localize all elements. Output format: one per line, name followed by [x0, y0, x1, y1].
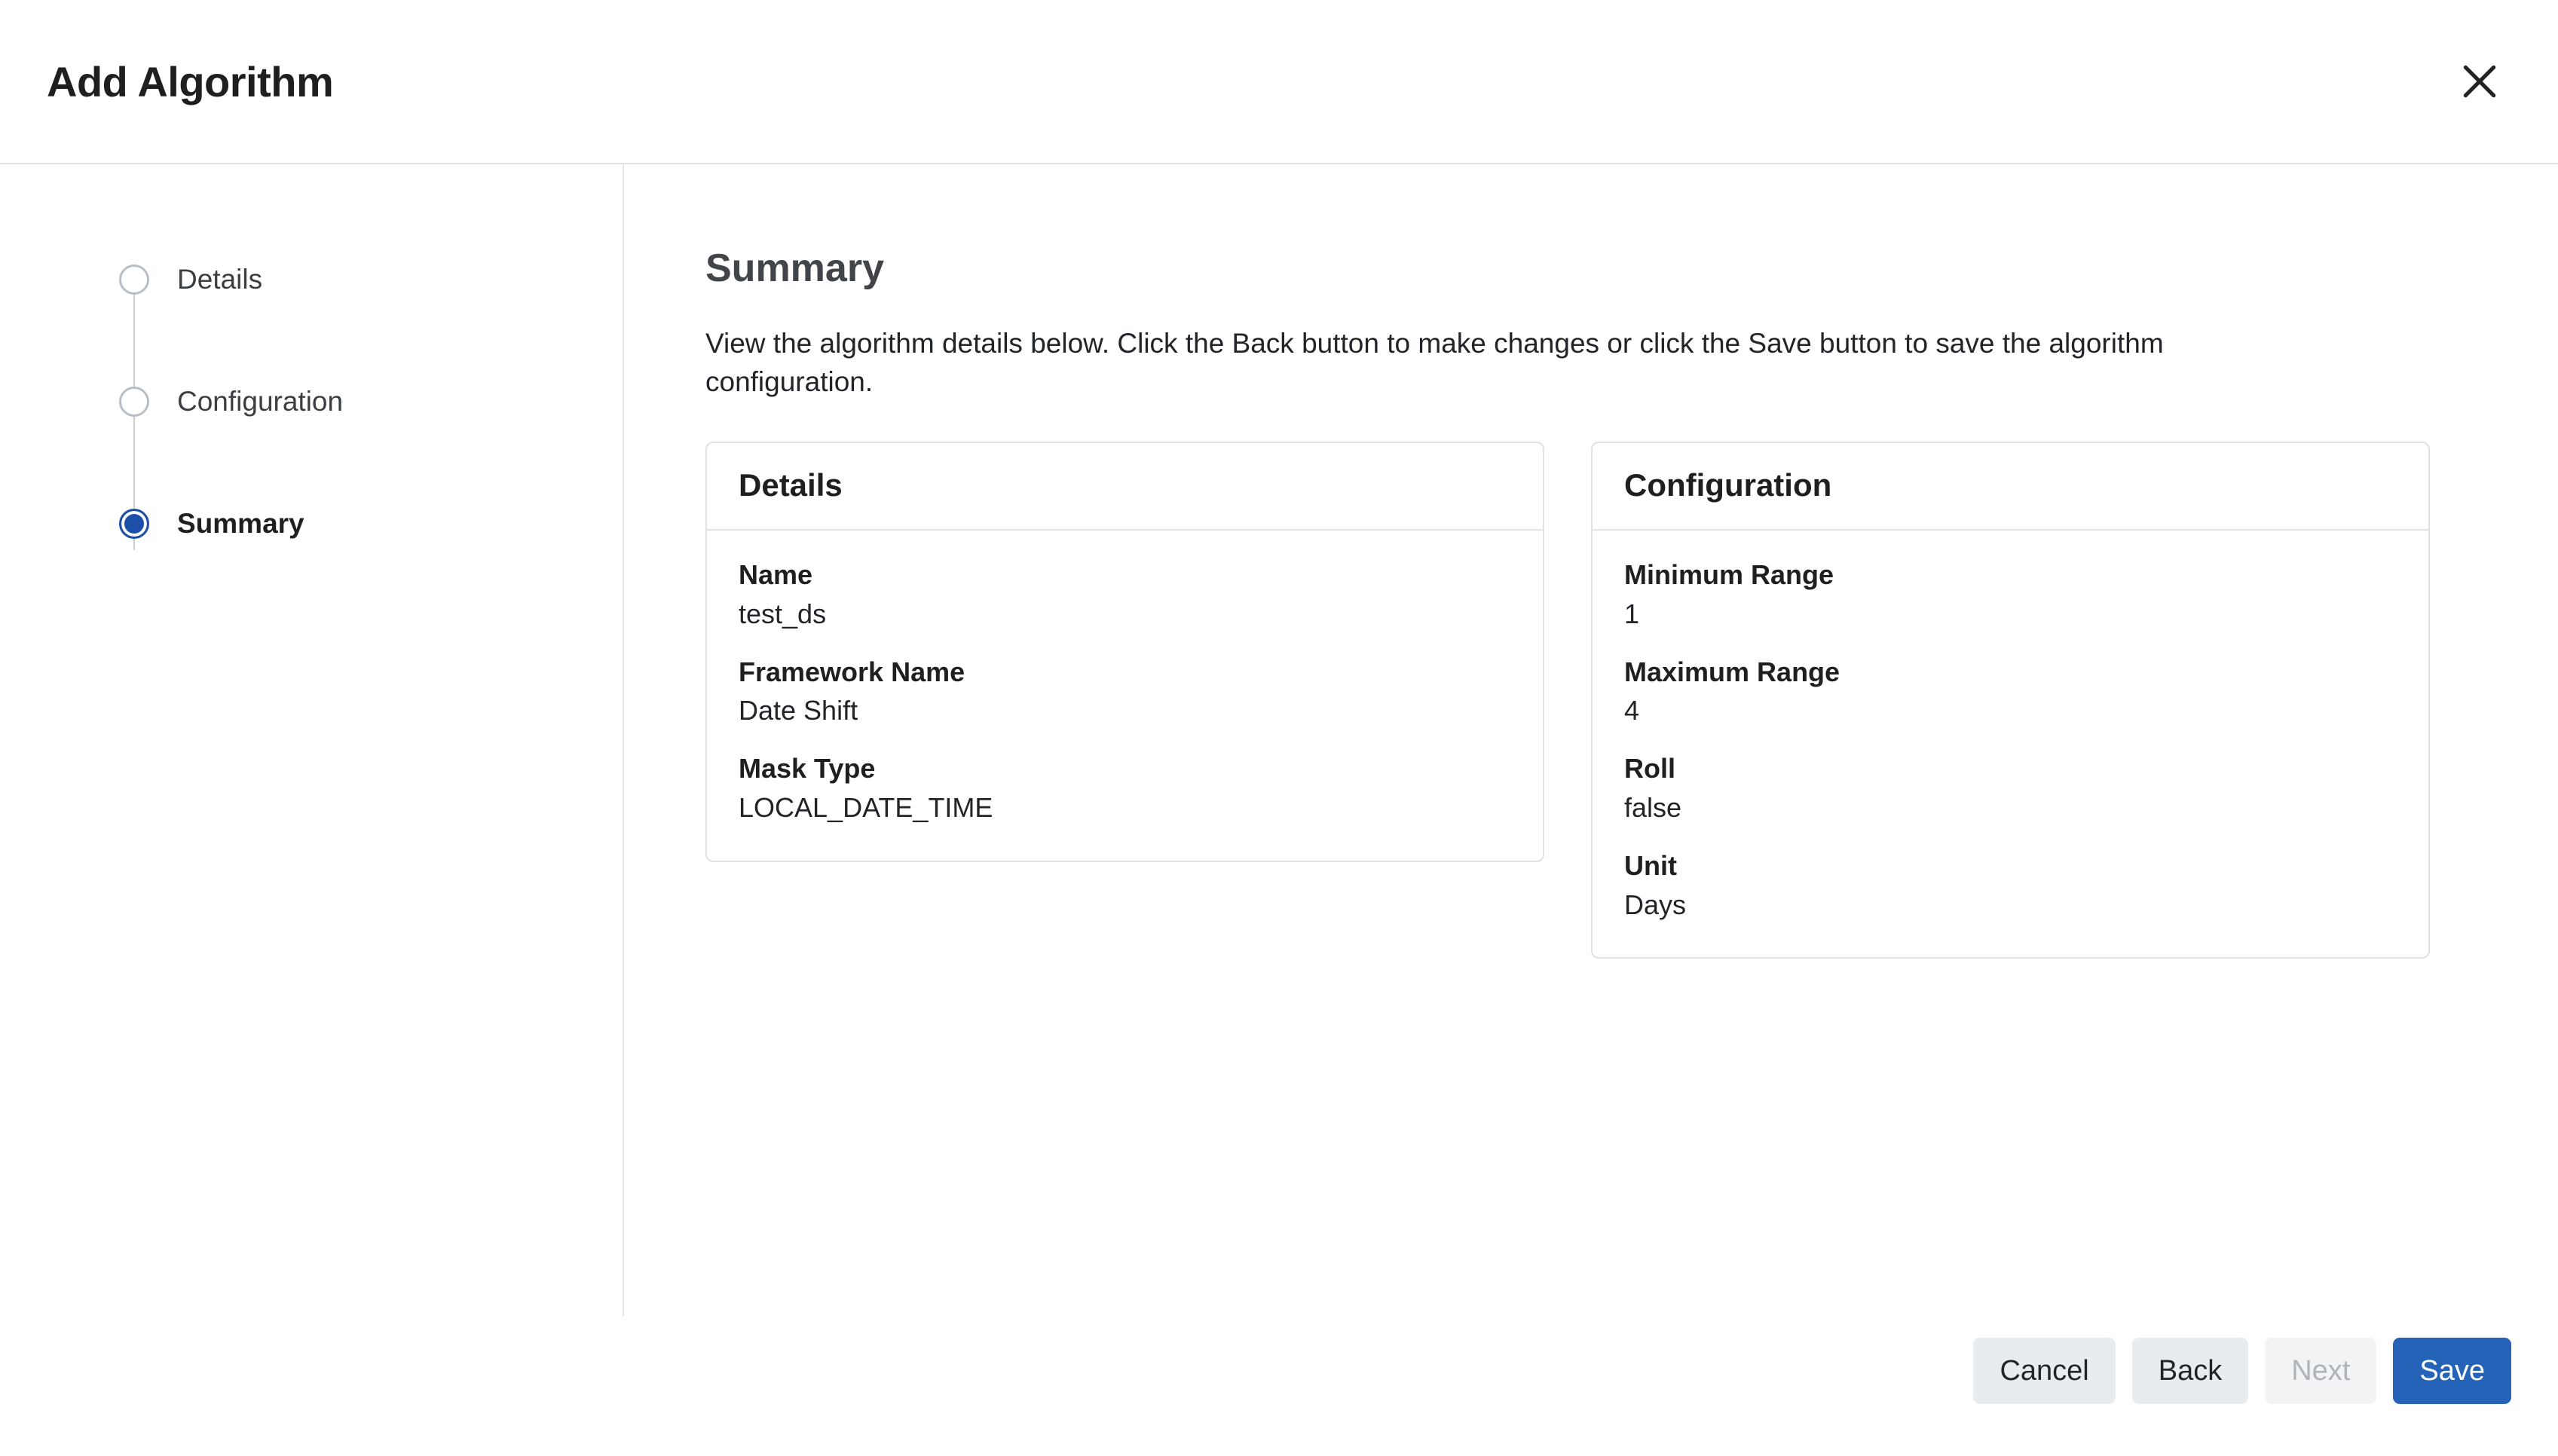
stepper-item-details[interactable]: [119, 253, 623, 306]
field-roll: [1624, 751, 2397, 826]
stepper-item-label: Configuration: [177, 386, 344, 417]
cancel-button[interactable]: Cancel: [1973, 1338, 2115, 1404]
step-marker-active-icon: [119, 509, 149, 539]
card-body: [707, 531, 1543, 861]
field-label: Roll: [1624, 753, 1675, 785]
step-marker-icon: [119, 387, 149, 417]
back-button[interactable]: Back: [2132, 1338, 2248, 1404]
dialog-footer: [0, 1316, 2558, 1456]
stepper-item-label: Summary: [177, 508, 304, 539]
field-label: Minimum Range: [1624, 559, 1834, 591]
field-label: Mask Type: [739, 753, 876, 785]
field-label: Unit: [1624, 849, 1677, 881]
field-value: false: [1624, 792, 1682, 824]
field-maximum-range: [1624, 655, 2397, 730]
field-unit: [1624, 849, 2397, 923]
summary-panel: [624, 164, 2558, 1316]
field-value: 1: [1624, 598, 1640, 629]
field-value: LOCAL_DATE_TIME: [739, 792, 993, 824]
field-label: Name: [739, 559, 813, 591]
field-value: Date Shift: [739, 695, 858, 726]
field-name: [739, 558, 1511, 632]
field-minimum-range: [1624, 558, 2397, 632]
section-description: View the algorithm details below. Click the Back button to make changes or click the Save button to save the algorithm configuration.: [705, 328, 2164, 398]
field-value: test_ds: [739, 598, 827, 629]
card-title: Details: [707, 443, 1543, 531]
dialog-body: [0, 164, 2558, 1316]
field-framework-name: [739, 655, 1511, 730]
field-mask-type: [739, 751, 1511, 826]
configuration-card: [1591, 442, 2430, 959]
field-value: 4: [1624, 695, 1640, 726]
step-marker-icon: [119, 265, 149, 295]
page-title: Add Algorithm: [47, 57, 334, 106]
wizard-stepper: [0, 164, 624, 1316]
stepper-item-configuration[interactable]: [119, 375, 623, 428]
summary-cards: [705, 442, 2468, 959]
card-body: [1593, 531, 2428, 957]
close-icon[interactable]: [2448, 50, 2511, 113]
save-button[interactable]: Save: [2393, 1338, 2511, 1404]
details-card: [705, 442, 1544, 862]
field-label: Maximum Range: [1624, 656, 1840, 687]
section-title: Summary: [705, 246, 884, 290]
dialog-header: [0, 0, 2558, 164]
field-value: Days: [1624, 889, 1687, 920]
stepper-item-label: Details: [177, 264, 263, 295]
stepper-item-summary[interactable]: [119, 497, 623, 550]
next-button: Next: [2265, 1338, 2376, 1404]
card-title: Configuration: [1593, 443, 2428, 531]
field-label: Framework Name: [739, 656, 965, 687]
